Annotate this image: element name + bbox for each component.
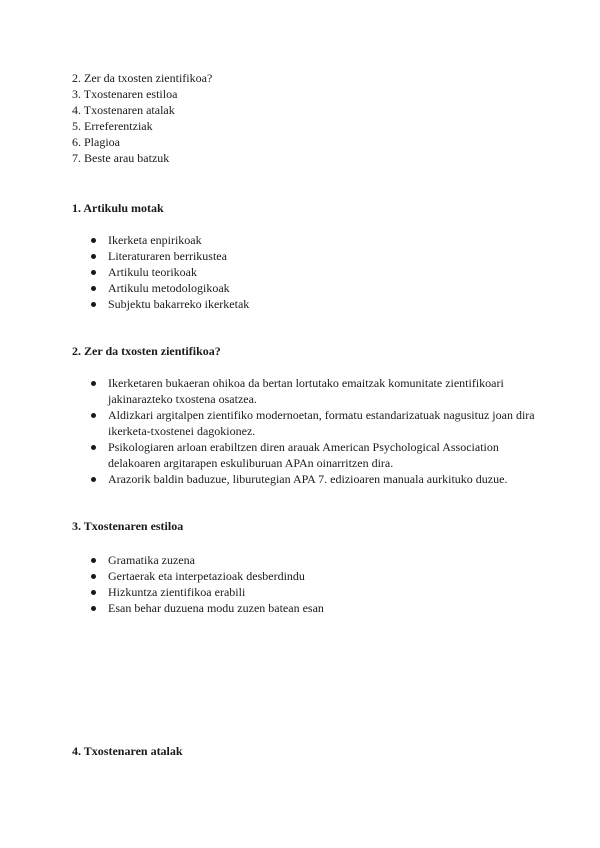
list-item-text: Arazorik baldin baduzue, liburutegian APA 7. edizioaren manuala aurkituko duzue. <box>108 472 508 486</box>
table-of-contents <box>72 70 212 166</box>
section-heading-artikulu-motak: 1. Artikulu motak <box>72 201 164 215</box>
bullet-icon <box>91 558 96 563</box>
list-item-text: Aldizkari argitalpen zientifiko modernoetan, formatu estandarizatuak nagusituz joan dira ikerketa-txostenei dagokionez. <box>108 408 535 438</box>
bullet-icon <box>91 381 96 386</box>
list-item <box>91 248 538 264</box>
bullet-icon <box>91 302 96 307</box>
list-item-text: Hizkuntza zientifikoa erabili <box>108 585 246 599</box>
list-item <box>91 552 538 568</box>
bullet-list-txostenaren-estiloa <box>91 552 538 616</box>
toc-item[interactable]: 4. Txostenaren atalak <box>72 103 175 117</box>
bullet-icon <box>91 238 96 243</box>
list-item <box>91 296 538 312</box>
list-item-text: Artikulu teorikoak <box>108 265 197 279</box>
bullet-list-txosten-zientifikoa <box>91 375 538 487</box>
bullet-icon <box>91 574 96 579</box>
list-item-text: Ikerketa enpirikoak <box>108 233 202 247</box>
toc-item[interactable]: 3. Txostenaren estiloa <box>72 87 178 101</box>
list-item <box>91 264 538 280</box>
bullet-list-artikulu-motak <box>91 232 538 312</box>
bullet-icon <box>91 286 96 291</box>
list-item-text: Gramatika zuzena <box>108 553 195 567</box>
bullet-icon <box>91 445 96 450</box>
list-item <box>91 280 538 296</box>
section-heading-txostenaren-atalak: 4. Txostenaren atalak <box>72 744 183 758</box>
list-item <box>91 407 538 439</box>
list-item <box>91 600 538 616</box>
list-item-text: Artikulu metodologikoak <box>108 281 230 295</box>
list-item <box>91 232 538 248</box>
list-item-text: Ikerketaren bukaeran ohikoa da bertan lortutako emaitzak komunitate zientifikoari jakinarazteko txostena osatzea. <box>108 376 504 406</box>
list-item-text: Psikologiaren arloan erabiltzen diren arauak American Psychological Association delakoaren argitarapen eskuliburuan APAn oinarritzen dira. <box>108 440 499 470</box>
bullet-icon <box>91 477 96 482</box>
list-item <box>91 568 538 584</box>
bullet-icon <box>91 270 96 275</box>
bullet-icon <box>91 606 96 611</box>
section-heading-txostenaren-estiloa: 3. Txostenaren estiloa <box>72 519 184 533</box>
list-item-text: Gertaerak eta interpetazioak desberdindu <box>108 569 305 583</box>
list-item <box>91 375 538 407</box>
bullet-icon <box>91 590 96 595</box>
bullet-icon <box>91 254 96 259</box>
toc-item[interactable]: 6. Plagioa <box>72 135 120 149</box>
list-item-text: Literaturaren berrikustea <box>108 249 227 263</box>
bullet-icon <box>91 413 96 418</box>
toc-item[interactable]: 2. Zer da txosten zientifikoa? <box>72 71 213 85</box>
toc-item[interactable]: 5. Erreferentziak <box>72 119 153 133</box>
list-item-text: Subjektu bakarreko ikerketak <box>108 297 250 311</box>
list-item <box>91 439 538 471</box>
list-item-text: Esan behar duzuena modu zuzen batean esan <box>108 601 324 615</box>
list-item <box>91 471 538 487</box>
section-heading-txosten-zientifikoa: 2. Zer da txosten zientifikoa? <box>72 344 221 358</box>
toc-item[interactable]: 7. Beste arau batzuk <box>72 151 170 165</box>
list-item <box>91 584 538 600</box>
